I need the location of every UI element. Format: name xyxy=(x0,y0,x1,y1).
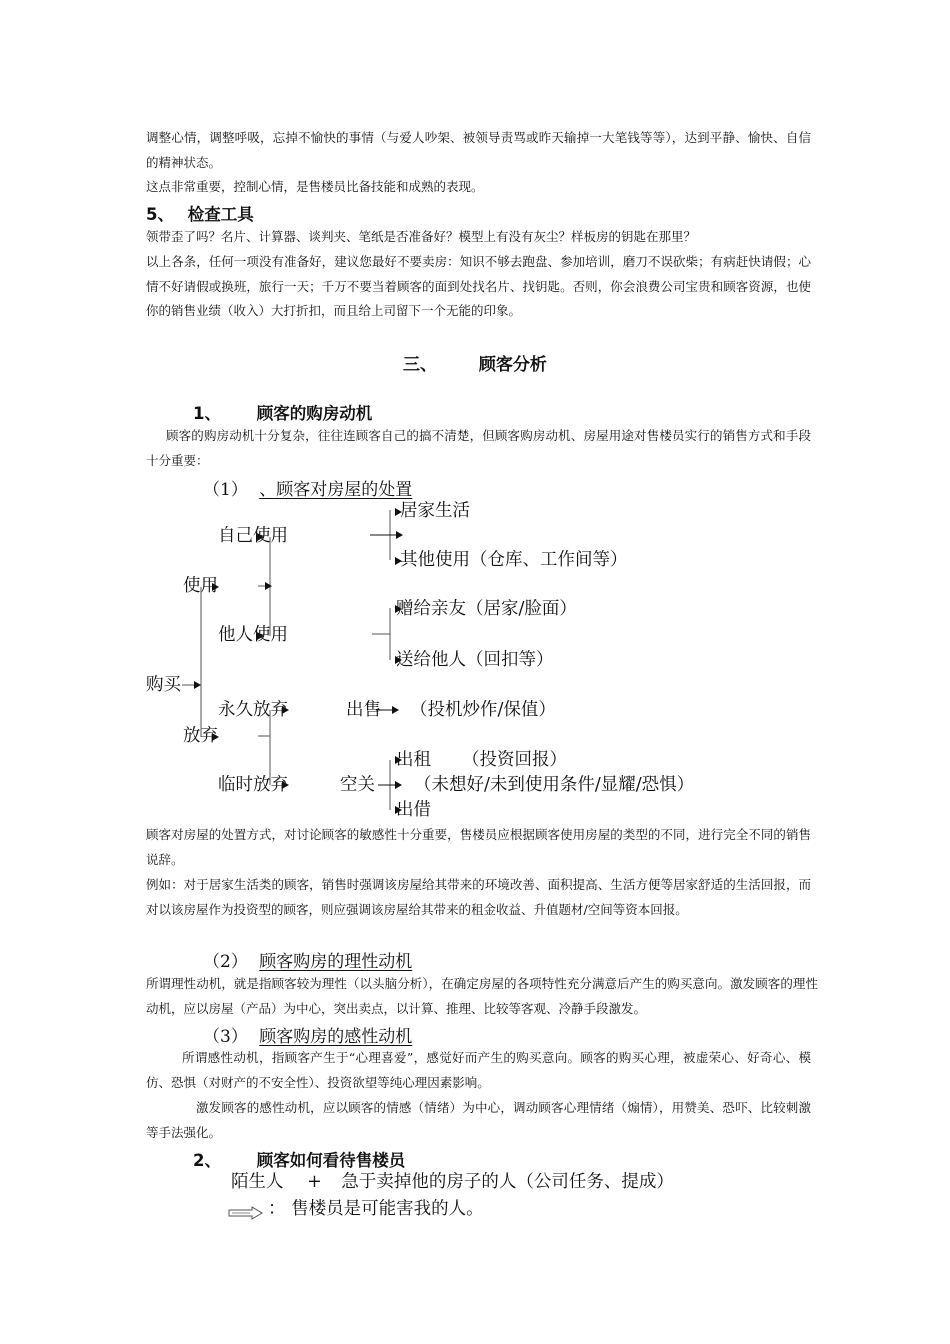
paragraph-rational-motive: 所谓理性动机，就是指顾客较为理性（以头脑分析），在确定房屋的各项特性充分满意后产生的购买意向。激发顾客的理性动机，应以房屋（产品）为中心，突出卖点，以计算、推理、比较等客观、冷静手段激发。 xyxy=(146,976,818,1016)
diagram-node-other-use: 其他使用（仓库、工作间等） xyxy=(400,550,628,570)
heading-text: 顾客的购房动机 xyxy=(256,404,373,423)
diagram-node-vacant: 空关 xyxy=(340,775,375,795)
view-conclusion: 售楼员是可能害我的人。 xyxy=(291,1199,484,1219)
diagram-note-sell: （投机炒作/保值） xyxy=(410,700,556,720)
subheading-number: （1） xyxy=(203,480,248,500)
paragraph-emotional-trigger: 激发顾客的感性动机，应以顾客的情感（情绪）为中心，调动顾客心理情绪（煽情），用赞美、恐吓、比较刺激等手法强化。 xyxy=(146,1100,811,1140)
section-text: 顾客分析 xyxy=(478,355,547,375)
diagram-node-sell: 出售 xyxy=(346,700,381,720)
subheading-number: （3） xyxy=(203,1027,248,1047)
heading-customer-view xyxy=(193,1147,405,1171)
diagram-node-home-life: 居家生活 xyxy=(400,501,470,521)
paragraph-example: 例如：对于居家生活类的顾客，销售时强调该房屋给其带来的环境改善、面积提高、生活方便等居家舒适的生活回报，而对以该房屋作为投资型的顾客，则应强调该房屋给其带来的租金收益、升值题材/空间等资本回报。 xyxy=(146,877,811,917)
diagram-node-use: 使用 xyxy=(183,576,218,596)
paragraph-emotional-motive: 所谓感性动机，指顾客产生于“心理喜爱”，感觉好而产生的购买意向。顾客的购买心理，被虚荣心、好奇心、模仿、恐惧（对财产的不安全性）、投资欲望等纯心理因素影响。 xyxy=(146,1050,811,1090)
heading-number: 5、 xyxy=(146,205,174,224)
diagram-node-others-use: 他人使用 xyxy=(218,625,288,645)
diagram-node-gift-friends: 赠给亲友（居家/脸面） xyxy=(396,599,577,619)
paragraph-not-ready-advice: 以上各条，任何一项没有准备好，建议您最好不要卖房：知识不够去跑盘、参加培训，磨刀不误砍柴；有病赶快请假；心情不好请假或换班，旅行一天；千万不要当着顾客的面到处找名片、找钥匙。否则，你会浪费公司宝贵和顾客资源，也使你的销售业绩（收入）大打折扣，而且给上司留下一个无能的印象。 xyxy=(146,254,811,318)
diagram-note-rent: （投资回报） xyxy=(462,750,567,770)
paragraph-calm-mood: 调整心情，调整呼吸，忘掉不愉快的事情（与爱人吵架、被领导责骂或昨天输掉一大笔钱等等），达到平静、愉快、自信的精神状态。 xyxy=(146,130,811,170)
view-eager-seller: 急于卖掉他的房子的人（公司任务、提成） xyxy=(341,1172,674,1192)
diagram-node-temporary-abandon: 临时放弃 xyxy=(218,775,288,795)
heading-text: 顾客如何看待售楼员 xyxy=(256,1151,406,1170)
paragraph-check-items: 领带歪了吗？名片、计算器、谈判夹、笔纸是否准备好？模型上有没有灰尘？样板房的钥匙在那里？ xyxy=(146,229,697,244)
diagram-node-rent: 出租 xyxy=(396,750,431,770)
subheading-rational xyxy=(203,947,412,972)
diagram-node-permanent-abandon: 永久放弃 xyxy=(218,700,288,720)
diagram-node-lend: 出借 xyxy=(396,800,431,820)
view-conclusion-line xyxy=(268,1198,484,1220)
diagram-node-give-others: 送给他人（回扣等） xyxy=(396,650,554,670)
subheading-text: 、顾客对房屋的处置 xyxy=(259,480,413,500)
diagram-note-vacant: （未想好/未到使用条件/显耀/恐惧） xyxy=(414,775,695,795)
paragraph-disposal-sensitivity: 顾客对房屋的处置方式，对讨论顾客的敏感性十分重要，售楼员应根据顾客使用房屋的类型的不同，进行完全不同的销售说辞。 xyxy=(146,827,811,867)
heading-number: 1、 xyxy=(193,404,221,423)
subheading-text: 顾客购房的理性动机 xyxy=(259,952,413,972)
diagram-node-abandon: 放弃 xyxy=(183,726,218,746)
paragraph-control-mood: 这点非常重要，控制心情，是售楼员比备技能和成熟的表现。 xyxy=(146,179,484,194)
double-arrow-icon xyxy=(228,1205,264,1221)
view-plus: + xyxy=(307,1172,322,1192)
view-stranger: 陌生人 xyxy=(231,1172,284,1192)
diagram-node-own-use: 自己使用 xyxy=(218,526,288,546)
subheading-emotional xyxy=(203,1022,412,1047)
subheading-text: 顾客购房的感性动机 xyxy=(259,1027,413,1047)
paragraph-motive-intro: 顾客的购房动机十分复杂，往往连顾客自己的搞不清楚，但顾客购房动机、房屋用途对售楼员实行的销售方式和手段十分重要： xyxy=(146,428,811,468)
view-colon: ： xyxy=(268,1199,286,1219)
heading-number: 2、 xyxy=(193,1151,221,1170)
view-stranger-line xyxy=(231,1171,674,1193)
subheading-number: （2） xyxy=(203,952,248,972)
diagram-node-purchase: 购买 xyxy=(146,675,181,695)
heading-text: 检查工具 xyxy=(187,205,254,224)
section-number: 三、 xyxy=(403,355,437,375)
